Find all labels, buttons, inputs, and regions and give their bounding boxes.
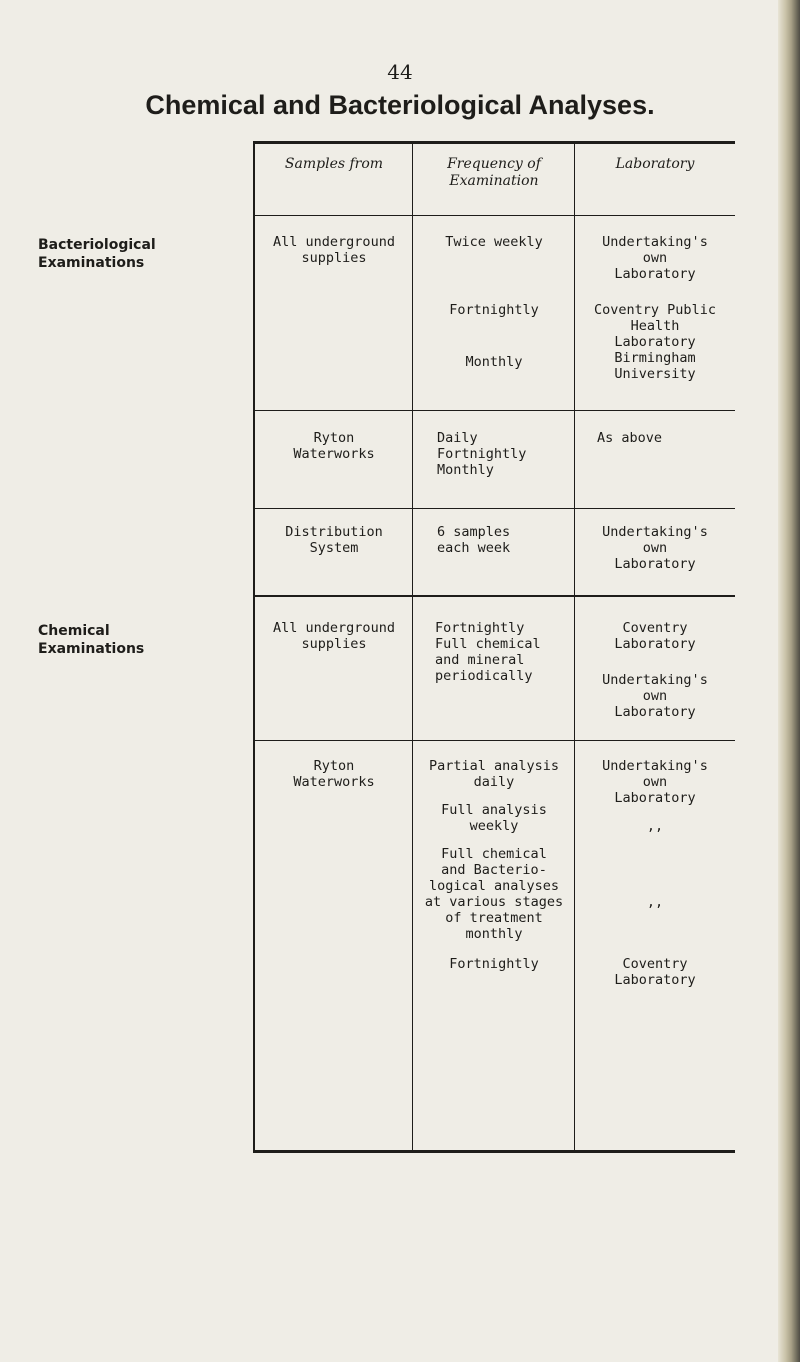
section-label-bacteriological [38,236,156,272]
page-number: 44 [387,60,413,84]
cell-line: Waterworks [293,446,375,462]
cell-line: Fortnightly [449,302,539,318]
cell-line: Fortnightly [435,620,525,636]
cell-line: Laboratory [614,972,696,988]
cell-line: Coventry [622,956,688,972]
cell-samples [255,430,413,462]
cell-frequency [413,234,575,370]
cell-laboratory [575,234,735,382]
cell-line: Distribution [285,524,383,540]
cell-line: daily [473,774,515,790]
section-label-chemical [38,622,144,658]
cell-line: and Bacterio- [441,862,547,878]
cell-line: ,, [646,818,664,834]
header-text: Samples from [284,156,384,172]
cell-line: Fortnightly [437,446,527,462]
cell-line: Health [630,318,680,334]
cell-line: Daily [437,430,478,446]
cell-laboratory [575,620,735,720]
cell-line: Ryton [313,758,355,774]
cell-samples [255,234,413,266]
cell-line: Birmingham [614,350,696,366]
cell-line: Coventry Public [594,302,716,318]
column-header-laboratory [575,156,735,173]
cell-line: weekly [469,818,519,834]
section-label-line: Examinations [38,255,145,271]
cell-line: Laboratory [614,334,696,350]
section-label-line: Bacteriological [38,237,156,253]
scan-edge [778,0,800,1362]
cell-frequency [413,430,575,478]
cell-line: Full analysis [441,802,547,818]
cell-line: Undertaking's [602,524,708,540]
cell-line: Coventry [622,620,688,636]
cell-line: Laboratory [614,790,696,806]
cell-samples [255,524,413,556]
cell-line: All underground [273,620,395,636]
cell-line: own [642,774,668,790]
cell-samples [255,620,413,652]
cell-frequency [413,524,575,556]
page-title: Chemical and Bacteriological Analyses. [145,90,655,120]
cell-line: Undertaking's [602,672,708,688]
row-rule [255,410,735,411]
cell-line: Full chemical [441,846,547,862]
cell-line: Partial analysis [428,758,560,774]
cell-frequency [413,758,575,972]
row-rule [255,508,735,509]
cell-frequency [413,620,575,684]
row-rule [255,215,735,216]
row-rule [255,740,735,741]
cell-line: Laboratory [614,266,696,282]
cell-line: and mineral [435,652,525,668]
cell-line: ,, [646,894,664,910]
table-top-rule [255,141,735,144]
column-header-samples [255,156,413,173]
cell-line: Full chemical [435,636,541,652]
section-label-line: Chemical [38,623,110,639]
cell-line: Undertaking's [602,234,708,250]
header-text: Frequency of [447,156,541,172]
cell-line: 6 samples [437,524,511,540]
header-text: Examination [449,173,539,189]
column-header-frequency [413,156,575,190]
cell-line: logical analyses [428,878,560,894]
cell-line: Fortnightly [449,956,539,972]
cell-line: own [642,250,668,266]
cell-line: supplies [301,250,367,266]
header-text: Laboratory [615,156,695,172]
cell-line: Monthly [437,462,494,478]
cell-line: of treatment [445,910,543,926]
cell-line: Laboratory [614,704,696,720]
cell-line: monthly [465,926,523,942]
cell-line: own [642,540,668,556]
cell-laboratory [575,430,735,446]
cell-line: Undertaking's [602,758,708,774]
cell-line: own [642,688,668,704]
section-label-line: Examinations [38,641,145,657]
cell-line: University [614,366,696,382]
cell-line: each week [437,540,511,556]
section-rule [255,595,735,597]
cell-line: periodically [435,668,533,684]
cell-line: Laboratory [614,636,696,652]
table-bottom-rule [255,1150,735,1153]
cell-line: Laboratory [614,556,696,572]
cell-line: Ryton [313,430,355,446]
cell-line: System [309,540,359,556]
cell-line: Monthly [465,354,523,370]
cell-laboratory [575,758,735,988]
cell-samples [255,758,413,790]
cell-line: at various stages [424,894,564,910]
cell-line: Twice weekly [445,234,543,250]
cell-line: All underground [273,234,395,250]
cell-laboratory [575,524,735,572]
cell-line: As above [597,430,663,446]
cell-line: Waterworks [293,774,375,790]
cell-line: supplies [301,636,367,652]
